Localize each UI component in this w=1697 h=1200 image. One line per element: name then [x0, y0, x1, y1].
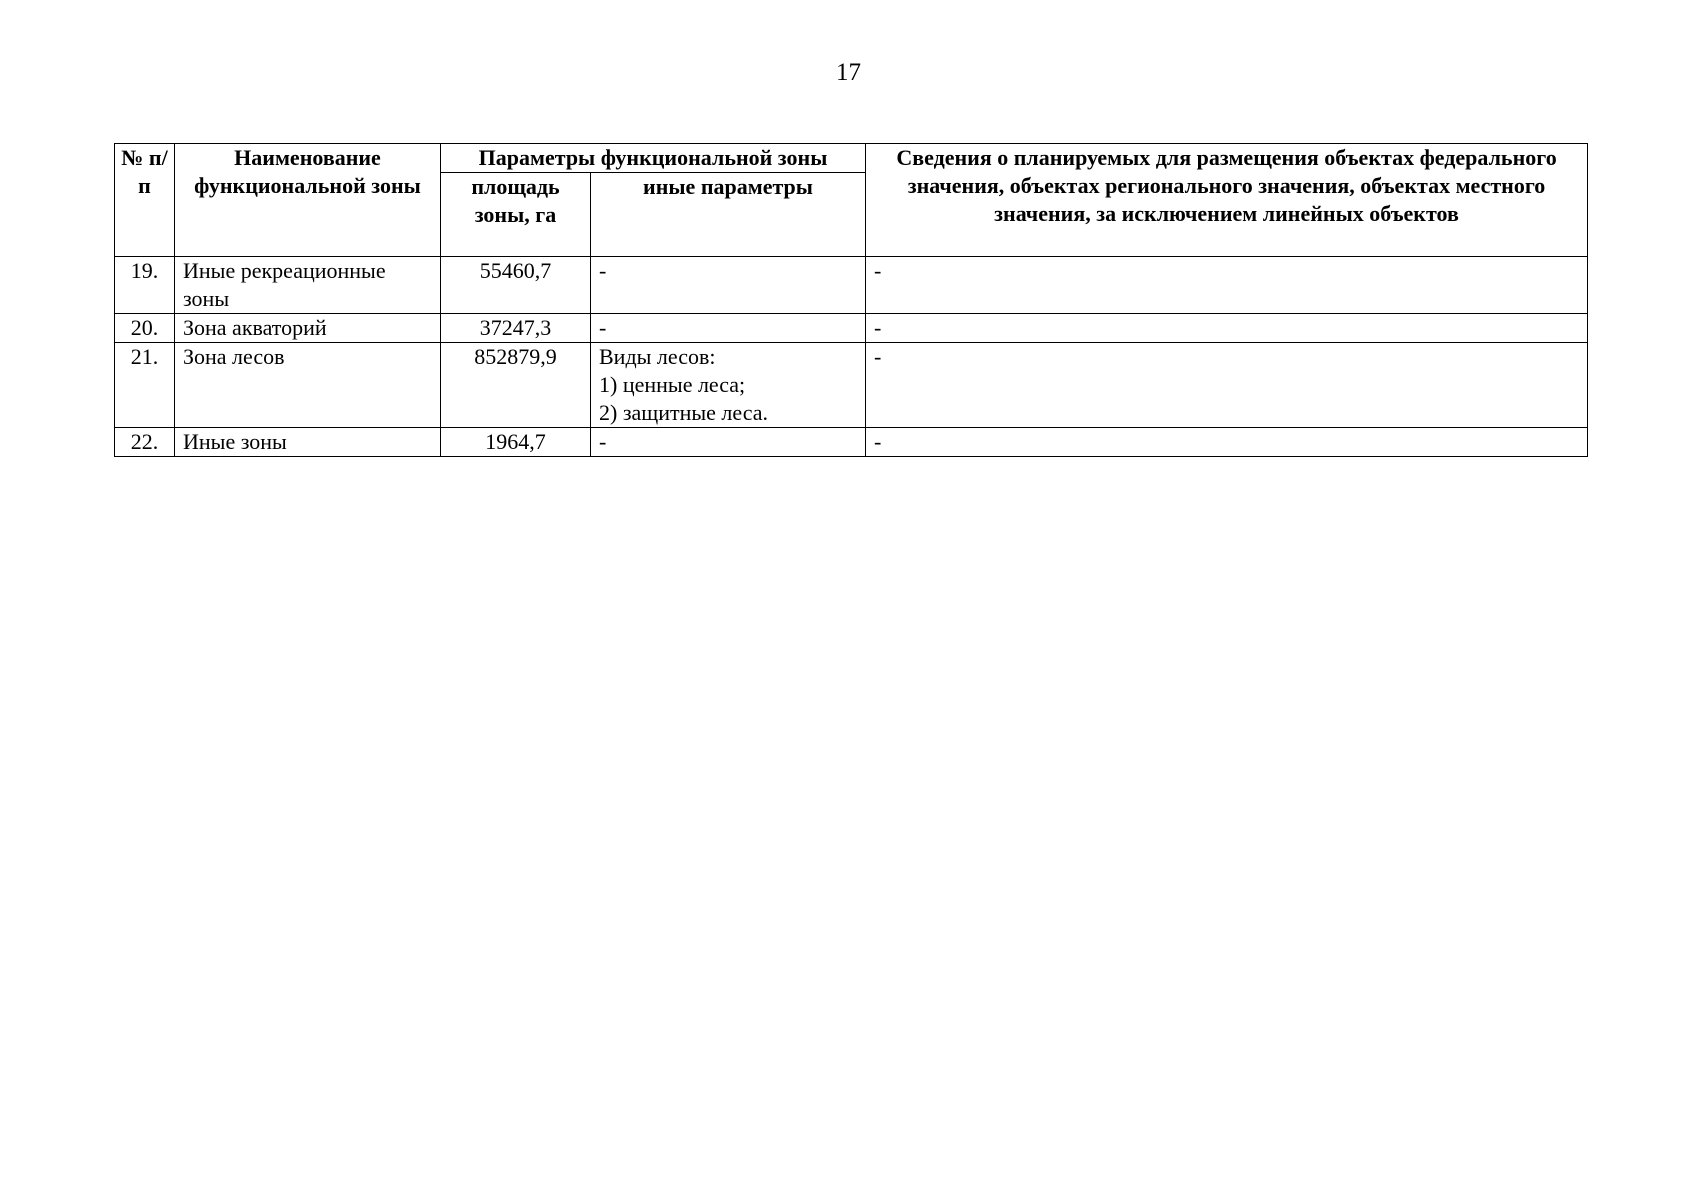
functional-zones-table	[114, 143, 1588, 457]
row-zone-name: Зона акваторий	[175, 314, 441, 343]
header-area: площадь зоны, га	[441, 173, 591, 257]
row-objects-info: -	[866, 257, 1588, 314]
header-other-params: иные параметры	[591, 173, 866, 257]
row-num: 19.	[115, 257, 175, 314]
row-area: 55460,7	[441, 257, 591, 314]
table-row	[115, 343, 1588, 428]
table-row	[115, 314, 1588, 343]
row-area: 852879,9	[441, 343, 591, 428]
row-objects-info: -	[866, 314, 1588, 343]
header-objects-info: Сведения о планируемых для размещения объектах федерального значения, объектах регионального значения, объектах местного значения, за исключением линейных объектов	[866, 144, 1588, 257]
row-objects-info: -	[866, 343, 1588, 428]
row-other-params: -	[591, 314, 866, 343]
row-zone-name: Иные зоны	[175, 428, 441, 457]
row-num: 21.	[115, 343, 175, 428]
table-row	[115, 257, 1588, 314]
row-area: 37247,3	[441, 314, 591, 343]
row-objects-info: -	[866, 428, 1588, 457]
header-params-group: Параметры функциональной зоны	[441, 144, 866, 173]
row-area: 1964,7	[441, 428, 591, 457]
row-zone-name: Иные рекреационные зоны	[175, 257, 441, 314]
row-other-params: -	[591, 257, 866, 314]
header-num: № п/п	[115, 144, 175, 257]
table-row	[115, 428, 1588, 457]
header-zone-name: Наименование функциональной зоны	[175, 144, 441, 257]
row-other-params: -	[591, 428, 866, 457]
page-number: 17	[836, 59, 861, 86]
row-other-params: Виды лесов: 1) ценные леса; 2) защитные леса.	[591, 343, 866, 428]
row-num: 20.	[115, 314, 175, 343]
row-zone-name: Зона лесов	[175, 343, 441, 428]
row-num: 22.	[115, 428, 175, 457]
